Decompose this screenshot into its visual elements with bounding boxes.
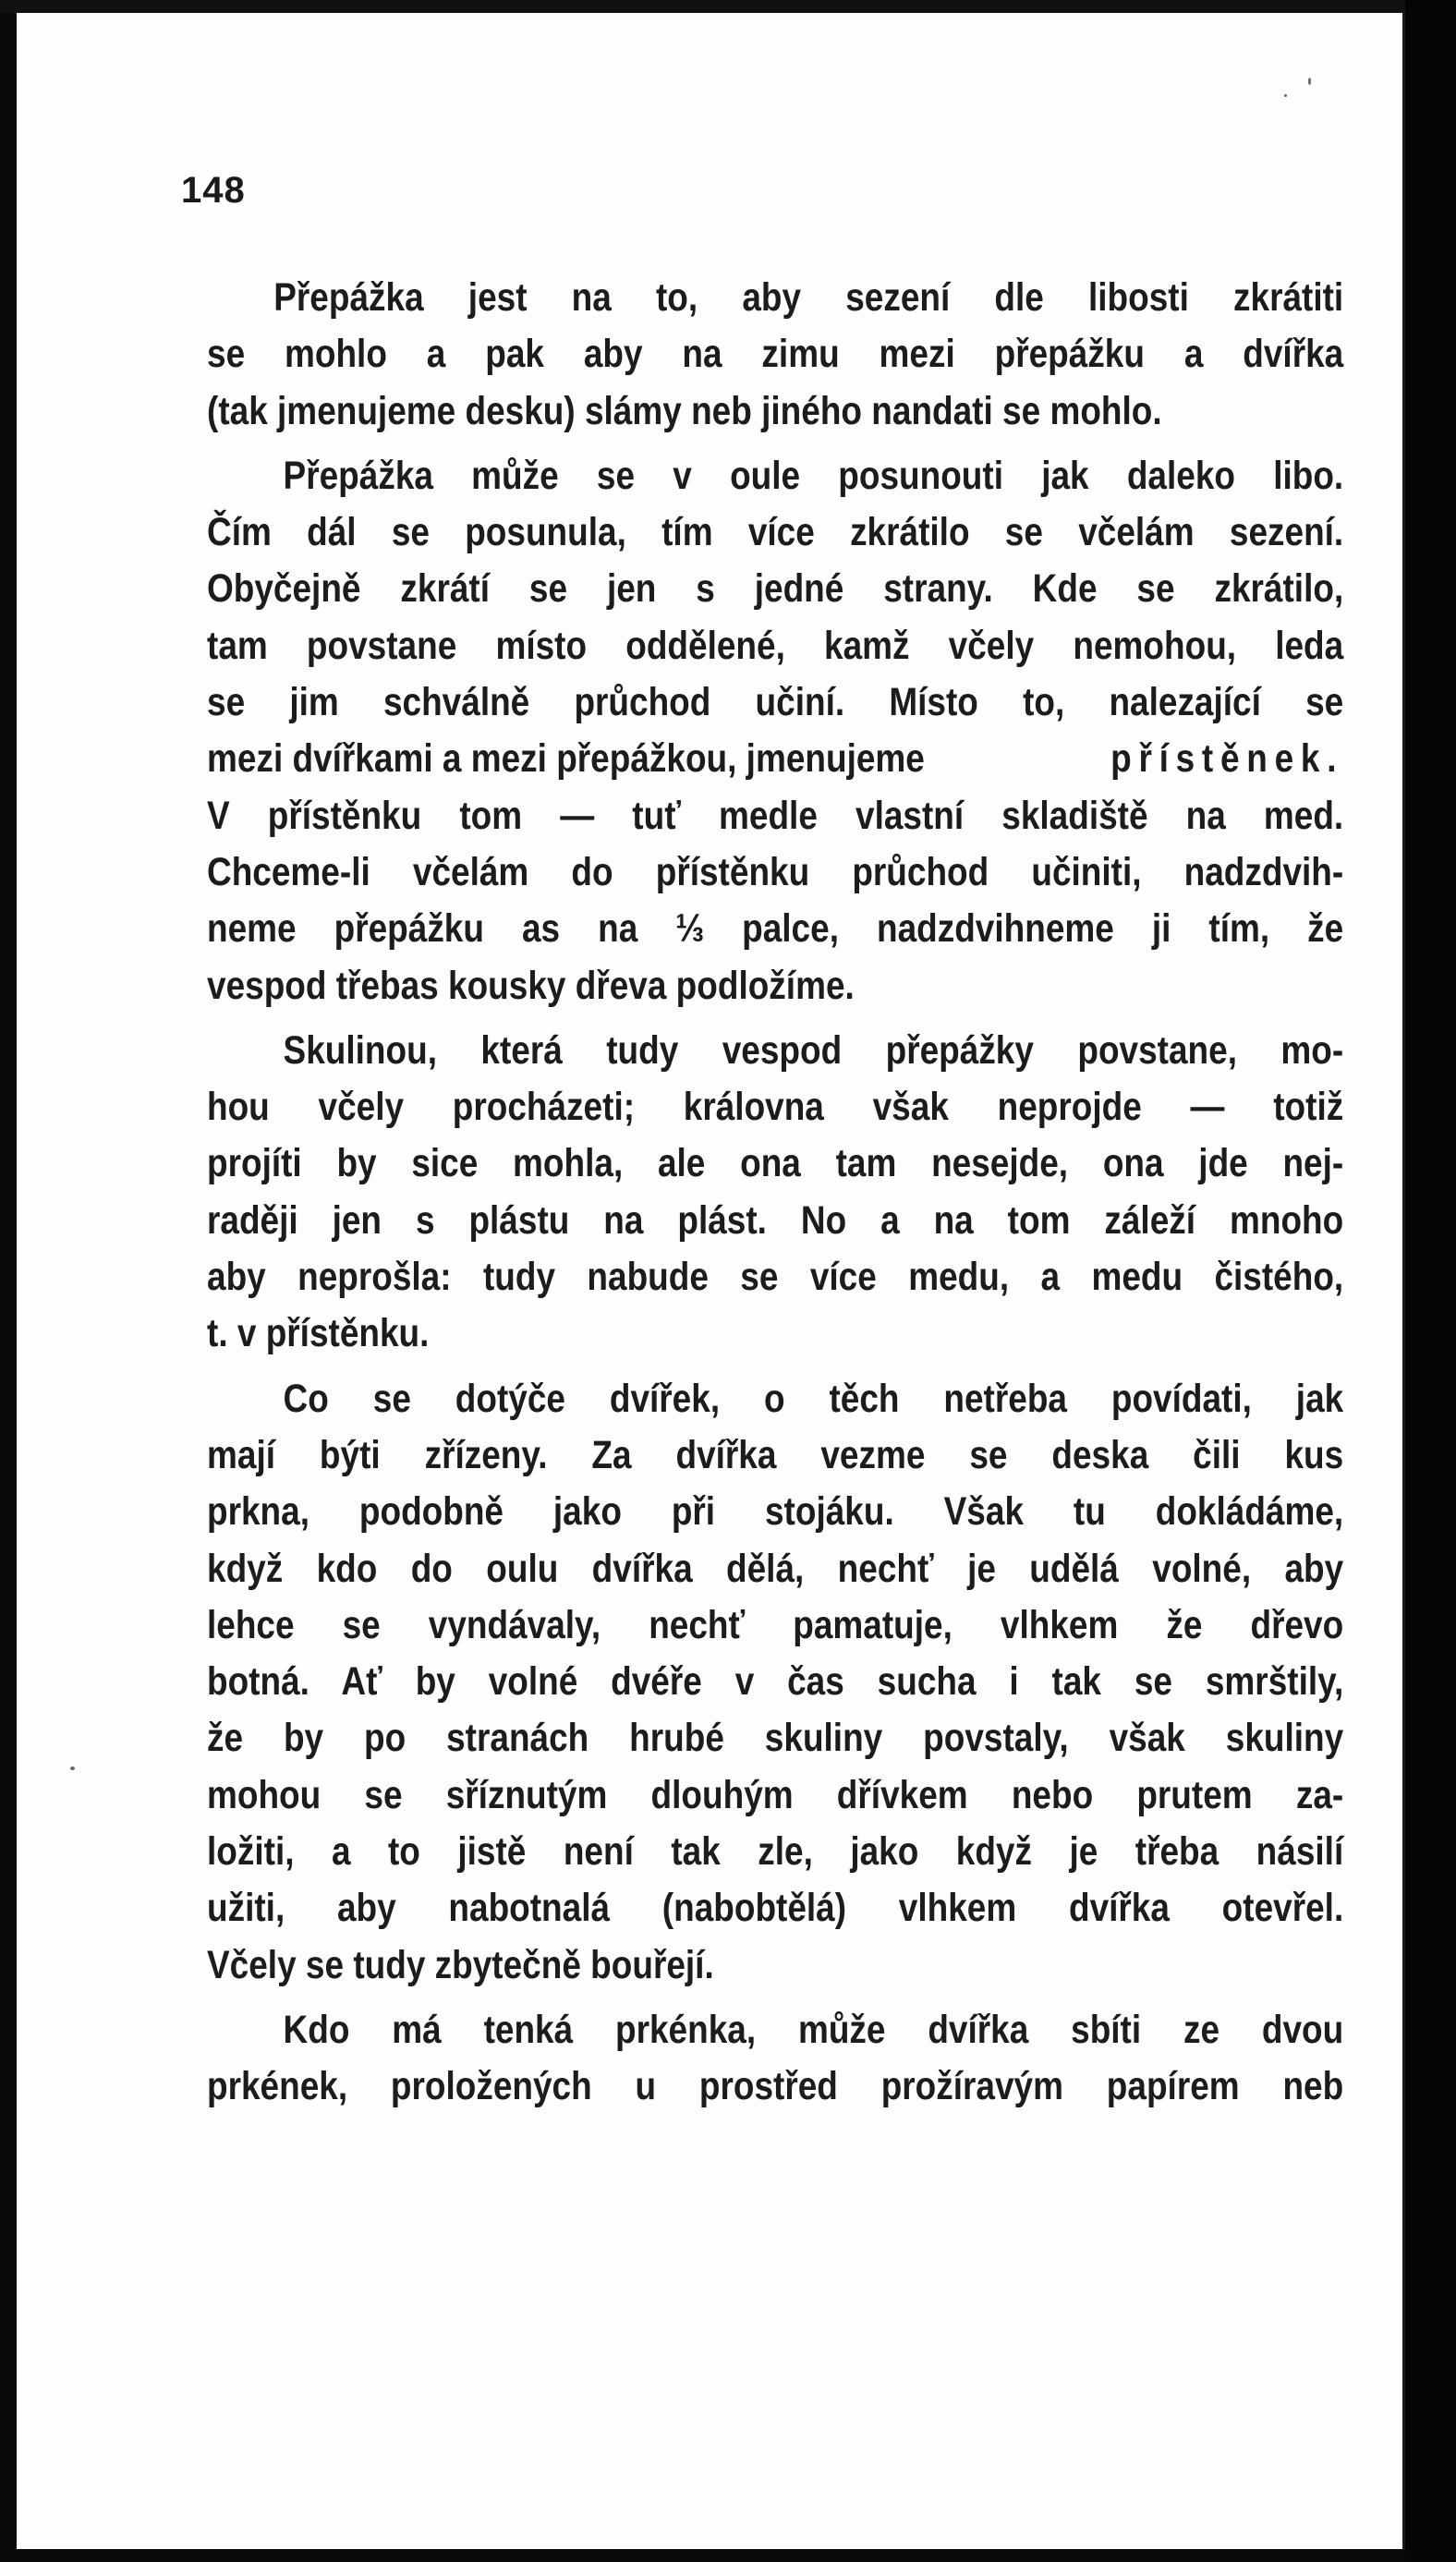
text-line: ložiti, a to jistě není tak zle, jako když je třeba násilí: [207, 1829, 1344, 1875]
paragraph: [207, 2002, 1343, 2116]
text-line: se mohlo a pak aby na zimu mezi přepážku a dvířka: [207, 332, 1344, 377]
text-line: Čím dál se posunula, tím více zkrátilo se včelám sezení.: [207, 510, 1344, 555]
text-line: t. v přístěnku.: [207, 1311, 430, 1356]
text-line: V přístěnku tom — tuť medle vlastní skladiště na med.: [207, 793, 1344, 838]
paragraph: [207, 270, 1343, 440]
paragraph: [207, 448, 1343, 1014]
text-line: aby neprošla: tudy nabude se více medu, a medu čistého,: [207, 1255, 1344, 1300]
text-line: vespod třebas kousky dřeva podložíme.: [207, 963, 855, 1008]
text-line: Kdo má tenká prkénka, může dvířka sbíti ze dvou: [283, 2007, 1344, 2052]
text-line: prkének, proložených u prostřed prožíravým papírem neb: [207, 2064, 1344, 2109]
spaced-term: přístěnek.: [1110, 736, 1344, 782]
page-number: 148: [181, 170, 246, 211]
text-line: lehce se vyndávaly, nechť pamatuje, vlhkem že dřevo: [207, 1602, 1344, 1647]
text-line: prkna, podobně jako při stojáku. Však tu dokládáme,: [207, 1489, 1344, 1535]
text-line: hou včely procházeti; královna však neprojde — totiž: [207, 1085, 1344, 1130]
text-line-part: mezi dvířkami a mezi přepážkou, jmenujeme: [207, 736, 925, 782]
text-line: mohou se sříznutým dlouhým dřívkem nebo prutem za-: [207, 1772, 1344, 1817]
text-line: botná. Ať by volné dvéře v čas sucha i tak se smrštily,: [207, 1659, 1344, 1705]
text-line: se jim schválně průchod učiní. Místo to, nalezající se: [207, 680, 1344, 725]
book-page: [17, 13, 1405, 2549]
text-line: Skulinou, která tudy vespod přepážky povstane, mo-: [283, 1027, 1344, 1073]
text-line: mají býti zřízeny. Za dvířka vezme se deska čili kus: [207, 1432, 1344, 1477]
text-line: tam povstane místo oddělené, kamž včely nemohou, leda: [207, 623, 1344, 668]
body-text: [207, 270, 1343, 2116]
scan-top-edge: [0, 0, 1456, 13]
paragraph: [207, 1023, 1343, 1363]
text-line: neme přepážku as na ⅓ palce, nadzdvihneme ji tím, že: [207, 906, 1344, 952]
paragraph: [207, 1371, 1343, 1994]
scan-speck: [70, 1767, 75, 1770]
scan-speck: [1308, 78, 1311, 85]
text-line: užiti, aby nabotnalá (nabobtělá) vlhkem dvířka otevřel.: [207, 1886, 1344, 1931]
text-line: Chceme-li včelám do přístěnku průchod učiniti, nadzdvih-: [207, 849, 1344, 894]
text-line: Včely se tudy zbytečně bouřejí.: [207, 1942, 714, 1987]
text-line: Co se dotýče dvířek, o těch netřeba povídati, jak: [283, 1376, 1344, 1421]
text-line: projíti by sice mohla, ale ona tam nesejde, ona jde nej-: [207, 1141, 1344, 1186]
text-line: (tak jmenujeme desku) slámy neb jiného nandati se mohlo.: [207, 388, 1162, 433]
text-line: že by po stranách hrubé skuliny povstaly, však skuliny: [207, 1716, 1344, 1761]
scan-right-edge: [1405, 0, 1456, 2562]
text-line: [207, 731, 1343, 787]
text-line: raději jen s plástu na plást. No a na tom záleží mnoho: [207, 1197, 1344, 1243]
text-line: když kdo do oulu dvířka dělá, nechť je udělá volné, aby: [207, 1546, 1344, 1591]
text-line: Obyčejně zkrátí se jen s jedné strany. Kde se zkrátilo,: [207, 566, 1344, 612]
scan-speck: [1284, 94, 1287, 97]
text-line: Přepážka jest na to, aby sezení dle libosti zkrátiti: [273, 275, 1344, 320]
text-line: Přepážka může se v oule posunouti jak daleko libo.: [283, 453, 1344, 498]
